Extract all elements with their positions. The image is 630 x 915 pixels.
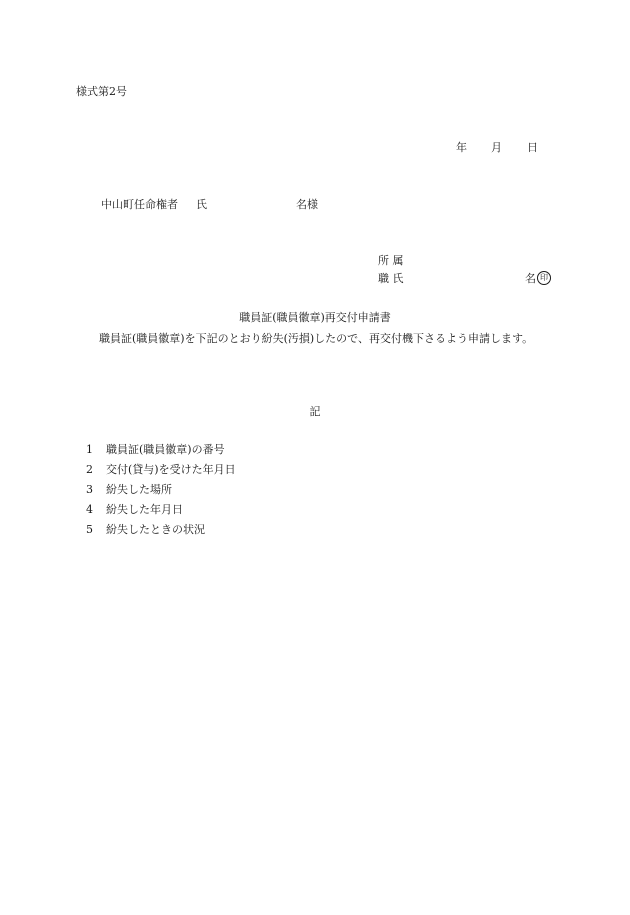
addressee-shi: 氏 bbox=[196, 198, 207, 211]
item-number: 3 bbox=[86, 483, 93, 496]
item-text: 交付(貸与)を受けた年月日 bbox=[106, 463, 236, 476]
name-suffix: 名 bbox=[525, 272, 536, 285]
form-number: 様式第2号 bbox=[76, 85, 127, 98]
item-text: 紛失したときの状況 bbox=[106, 523, 205, 536]
item-number: 1 bbox=[86, 443, 93, 456]
affiliation-label: 所 属 bbox=[378, 254, 404, 267]
item-list bbox=[86, 444, 236, 544]
date-day-label: 日 bbox=[527, 141, 538, 154]
item-text: 紛失した場所 bbox=[106, 483, 172, 496]
item-text: 職員証(職員徽章)の番号 bbox=[106, 443, 225, 456]
list-item bbox=[86, 484, 236, 504]
document-title: 職員証(職員徽章)再交付申請書 bbox=[239, 311, 391, 324]
item-text: 紛失した年月日 bbox=[106, 503, 183, 516]
date-month-label: 月 bbox=[491, 141, 502, 154]
item-number: 2 bbox=[86, 463, 93, 476]
list-item bbox=[86, 464, 236, 484]
seal-mark: 印 bbox=[537, 271, 551, 285]
addressee-title: 中山町任命権者 bbox=[101, 198, 178, 211]
ki-heading: 記 bbox=[309, 405, 321, 418]
body-paragraph: 職員証(職員徽章)を下記のとおり紛失(汚損)したので、再交付機下さるよう申請します。 bbox=[99, 332, 534, 345]
list-item bbox=[86, 444, 236, 464]
date-year-label: 年 bbox=[456, 141, 467, 154]
item-number: 5 bbox=[86, 523, 93, 536]
item-number: 4 bbox=[86, 503, 93, 516]
list-item bbox=[86, 504, 236, 524]
list-item bbox=[86, 524, 236, 544]
name-label: 職 氏 bbox=[378, 272, 404, 285]
addressee-sama: 名様 bbox=[296, 198, 318, 211]
